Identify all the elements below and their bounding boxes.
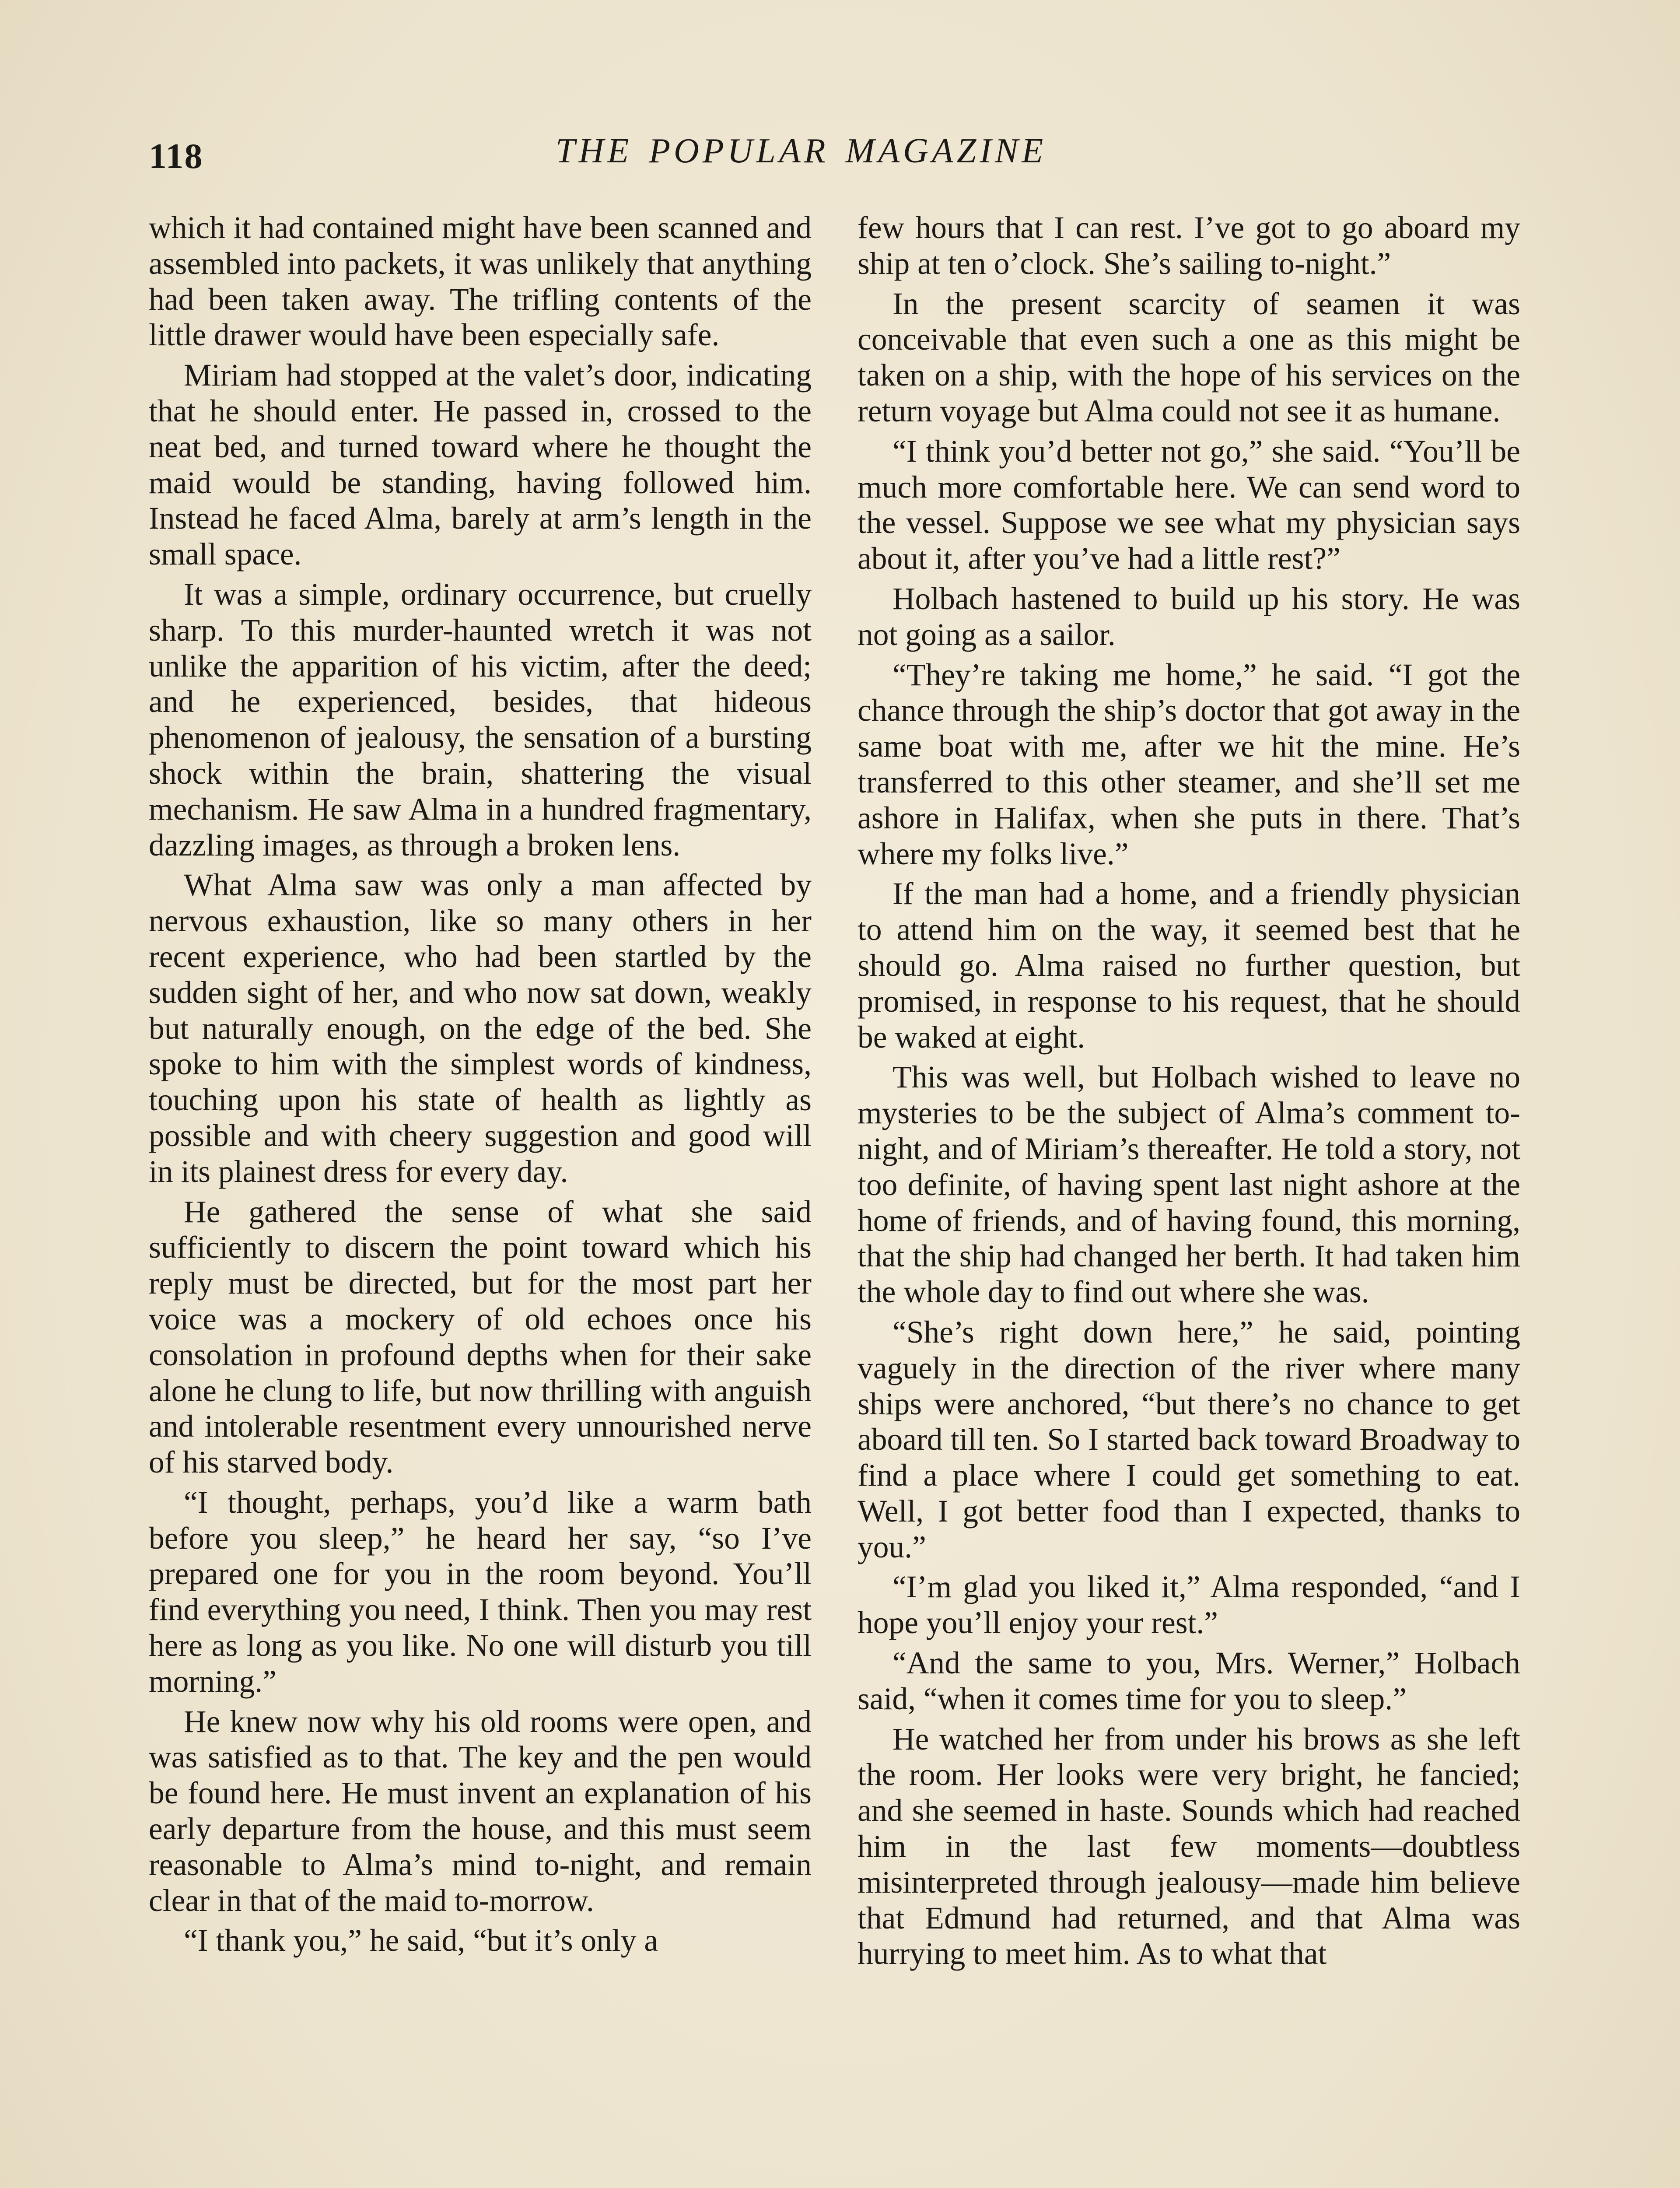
paragraph: “And the same to you, Mrs. Werner,” Holbach said, “when it comes time for you to sleep.” — [858, 1646, 1520, 1716]
page-number: 118 — [149, 136, 203, 176]
paragraph: He watched her from under his brows as she left the room. Her looks were very bright, he fancied; and she seemed in haste. Sounds which had reached him in the last few moments—doubtless misinterpreted through jealousy—made him believe that Edmund had returned, and that Alma was hurrying to meet him. As to what that — [858, 1722, 1520, 1971]
paragraph: “They’re taking me home,” he said. “I got the chance through the ship’s doctor that got away in the same boat with me, after we hit the mine. He’s transferred to this other steamer, and she’ll set me ashore in Halifax, when she puts in there. That’s where my folks live.” — [858, 657, 1520, 871]
paragraph: It was a simple, ordinary occurrence, but cruelly sharp. To this murder-haunted wretch it was not unlike the apparition of his victim, after the deed; and he experienced, besides, that hideous phenomenon of jealousy, the sensation of a bursting shock within the brain, shattering the visual mechanism. He saw Alma in a hundred fragmentary, dazzling images, as through a broken lens. — [149, 577, 812, 863]
paragraph: He gathered the sense of what she said sufficiently to discern the point toward which his reply must be directed, but for the most part her voice was a mockery of old echoes once his consolation in profound depths when for their sake alone he clung to life, but now thrilling with anguish and intolerable resentment every unnourished nerve of his starved body. — [149, 1194, 812, 1480]
paragraph: Miriam had stopped at the valet’s door, indicating that he should enter. He passed in, crossed to the neat bed, and turned toward where he thought the maid would be standing, having followed him. Instead he faced Alma, barely at arm’s length in the small space. — [149, 358, 812, 572]
paragraph: “I’m glad you liked it,” Alma responded, “and I hope you’ll enjoy your rest.” — [858, 1570, 1520, 1641]
paragraph: If the man had a home, and a friendly physician to attend him on the way, it seemed best that he should go. Alma raised no further question, but promised, in response to his request, that he should be waked at eight. — [858, 877, 1520, 1055]
paragraph: “I think you’d better not go,” she said. “You’ll be much more comfortable here. We can send word to the vessel. Suppose we see what my physician says about it, after you’ve had a little rest?” — [858, 434, 1520, 576]
left-column — [149, 210, 812, 1963]
page-header — [149, 131, 1540, 179]
paragraph: which it had contained might have been scanned and assembled into packets, it was unlikely that anything had been taken away. The trifling contents of the little drawer would have been especially safe. — [149, 210, 812, 353]
paragraph: In the present scarcity of seamen it was conceivable that even such a one as this might be taken on a ship, with the hope of his services on the return voyage but Alma could not see it as humane. — [858, 286, 1520, 428]
paragraph: “She’s right down here,” he said, pointing vaguely in the direction of the river where many ships were anchored, “but there’s no chance to get aboard till ten. So I started back toward Broadway to find a place where I could get something to eat. Well, I got better food than I expected, thanks to you.” — [858, 1315, 1520, 1564]
running-title: THE POPULAR MAGAZINE — [556, 132, 1047, 170]
paragraph: “I thank you,” he said, “but it’s only a — [184, 1923, 658, 1958]
paragraph: What Alma saw was only a man affected by nervous exhaustion, like so many others in her recent experience, who had been startled by the sudden sight of her, and who now sat down, weakly but naturally enough, on the edge of the bed. She spoke to him with the simplest words of kindness, touching upon his state of health as lightly as possible and with cheery suggestion and good will in its plainest dress for every day. — [149, 868, 812, 1189]
paragraph: “I thought, perhaps, you’d like a warm bath before you sleep,” he heard her say, “so I’ve prepared one for you in the room beyond. You’ll find everything you need, I think. Then you may rest here as long as you like. No one will disturb you till morning.” — [149, 1485, 812, 1699]
right-column — [858, 210, 1520, 1976]
paragraph: He knew now why his old rooms were open, and was satisfied as to that. The key and the pen would be found here. He must invent an explanation of his early departure from the house, and this must seem reasonable to Alma’s mind to-night, and remain clear in that of the maid to-morrow. — [149, 1704, 812, 1918]
paragraph: This was well, but Holbach wished to leave no mysteries to be the subject of Alma’s comment to-night, and of Miriam’s thereafter. He told a story, not too definite, of having spent last night ashore at the home of friends, and of having found, this morning, that the ship had changed her berth. It had taken him the whole day to find out where she was. — [858, 1060, 1520, 1310]
paragraph: few hours that I can rest. I’ve got to go aboard my ship at ten o’clock. She’s sailing to-night.” — [858, 210, 1520, 281]
paragraph: Holbach hastened to build up his story. He was not going as a sailor. — [858, 581, 1520, 652]
